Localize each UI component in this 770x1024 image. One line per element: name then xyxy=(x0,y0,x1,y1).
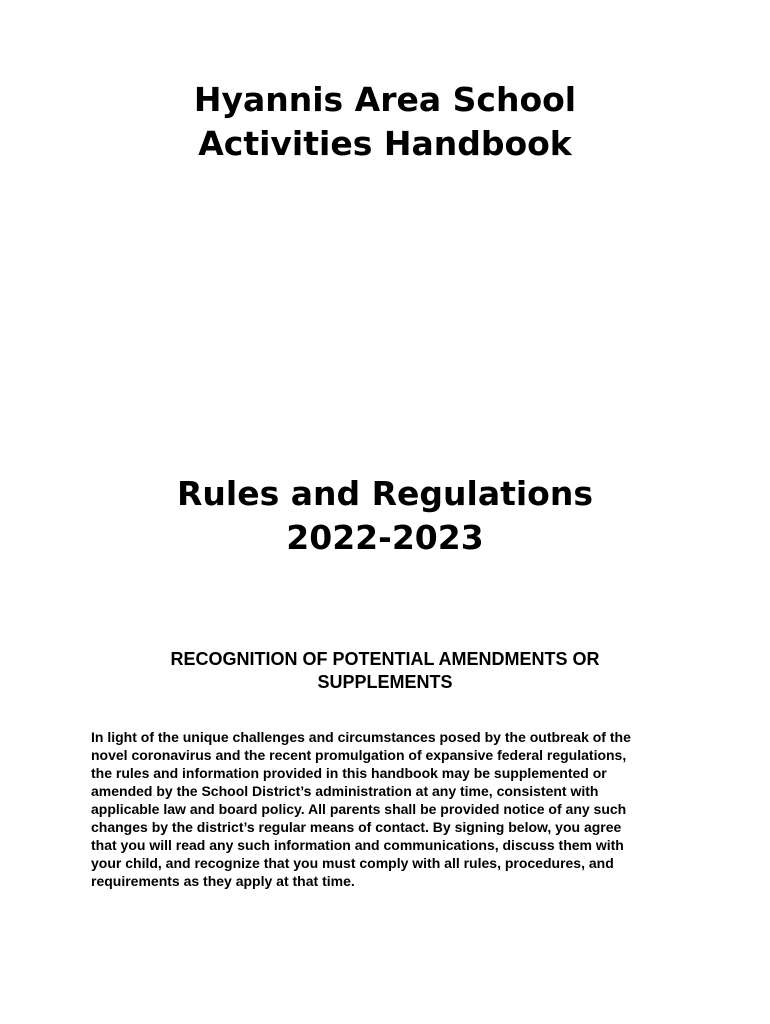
paragraph-line: changes by the district’s regular means of contact. By signing below, you agree xyxy=(91,819,622,835)
rules-subtitle-line: Rules and Regulations xyxy=(177,474,593,513)
school-year: 2022-2023 xyxy=(286,518,484,557)
paragraph-line: that you will read any such information and communications, discuss them with xyxy=(91,837,624,853)
paragraph-line: requirements as they apply at that time. xyxy=(91,873,355,889)
amendments-heading-line: SUPPLEMENTS xyxy=(317,672,453,692)
paragraph-line: In light of the unique challenges and circumstances posed by the outbreak of the xyxy=(91,729,631,745)
handbook-title xyxy=(0,78,770,166)
amendments-heading-line: RECOGNITION OF POTENTIAL AMENDMENTS OR xyxy=(170,649,600,669)
handbook-title-line: Activities Handbook xyxy=(198,124,572,163)
amendments-paragraph xyxy=(91,728,711,890)
amendments-heading xyxy=(0,648,770,694)
paragraph-line: applicable law and board policy. All parents shall be provided notice of any such xyxy=(91,801,627,817)
paragraph-line: amended by the School District’s administration at any time, consistent with xyxy=(91,783,599,799)
paragraph-line: your child, and recognize that you must comply with all rules, procedures, and xyxy=(91,855,614,871)
rules-subtitle xyxy=(0,472,770,560)
handbook-title-line: Hyannis Area School xyxy=(193,80,577,119)
paragraph-line: novel coronavirus and the recent promulgation of expansive federal regulations, xyxy=(91,747,627,763)
paragraph-line: the rules and information provided in this handbook may be supplemented or xyxy=(91,765,607,781)
